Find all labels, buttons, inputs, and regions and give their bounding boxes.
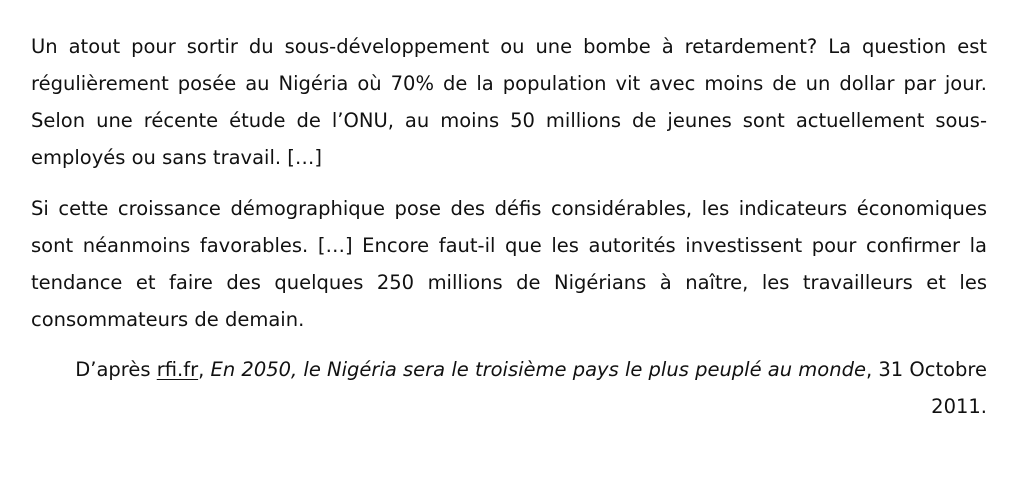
- source-date: , 31 Octobre 2011.: [865, 358, 987, 418]
- source-title: En 2050, le Nigéria sera le troisième pays le plus peuplé au monde: [210, 358, 866, 381]
- source-link[interactable]: rfi.fr: [156, 358, 199, 381]
- paragraph-1: Un atout pour sortir du sous-développement ou une bombe à retardement? La question est régulièrement posée au Nigéria où 70% de la population vit avec moins de un dollar par jour. Selon une récente étude de l’ONU, au moins 50 millions de jeunes sont actuellement sous-employés ou sans travail. […]: [31, 35, 987, 169]
- paragraph-2: Si cette croissance démographique pose des défis considérables, les indicateurs économiques sont néanmoins favorables. […] Encore faut-il que les autorités investissent pour confirmer la tendance et faire des quelques 250 millions de Nigérians à naître, les travailleurs et les consommateurs de demain.: [31, 197, 987, 331]
- document: [31, 28, 987, 425]
- source-separator: ,: [198, 358, 211, 381]
- source-prefix: D’après: [75, 358, 157, 381]
- source-citation: [31, 351, 987, 425]
